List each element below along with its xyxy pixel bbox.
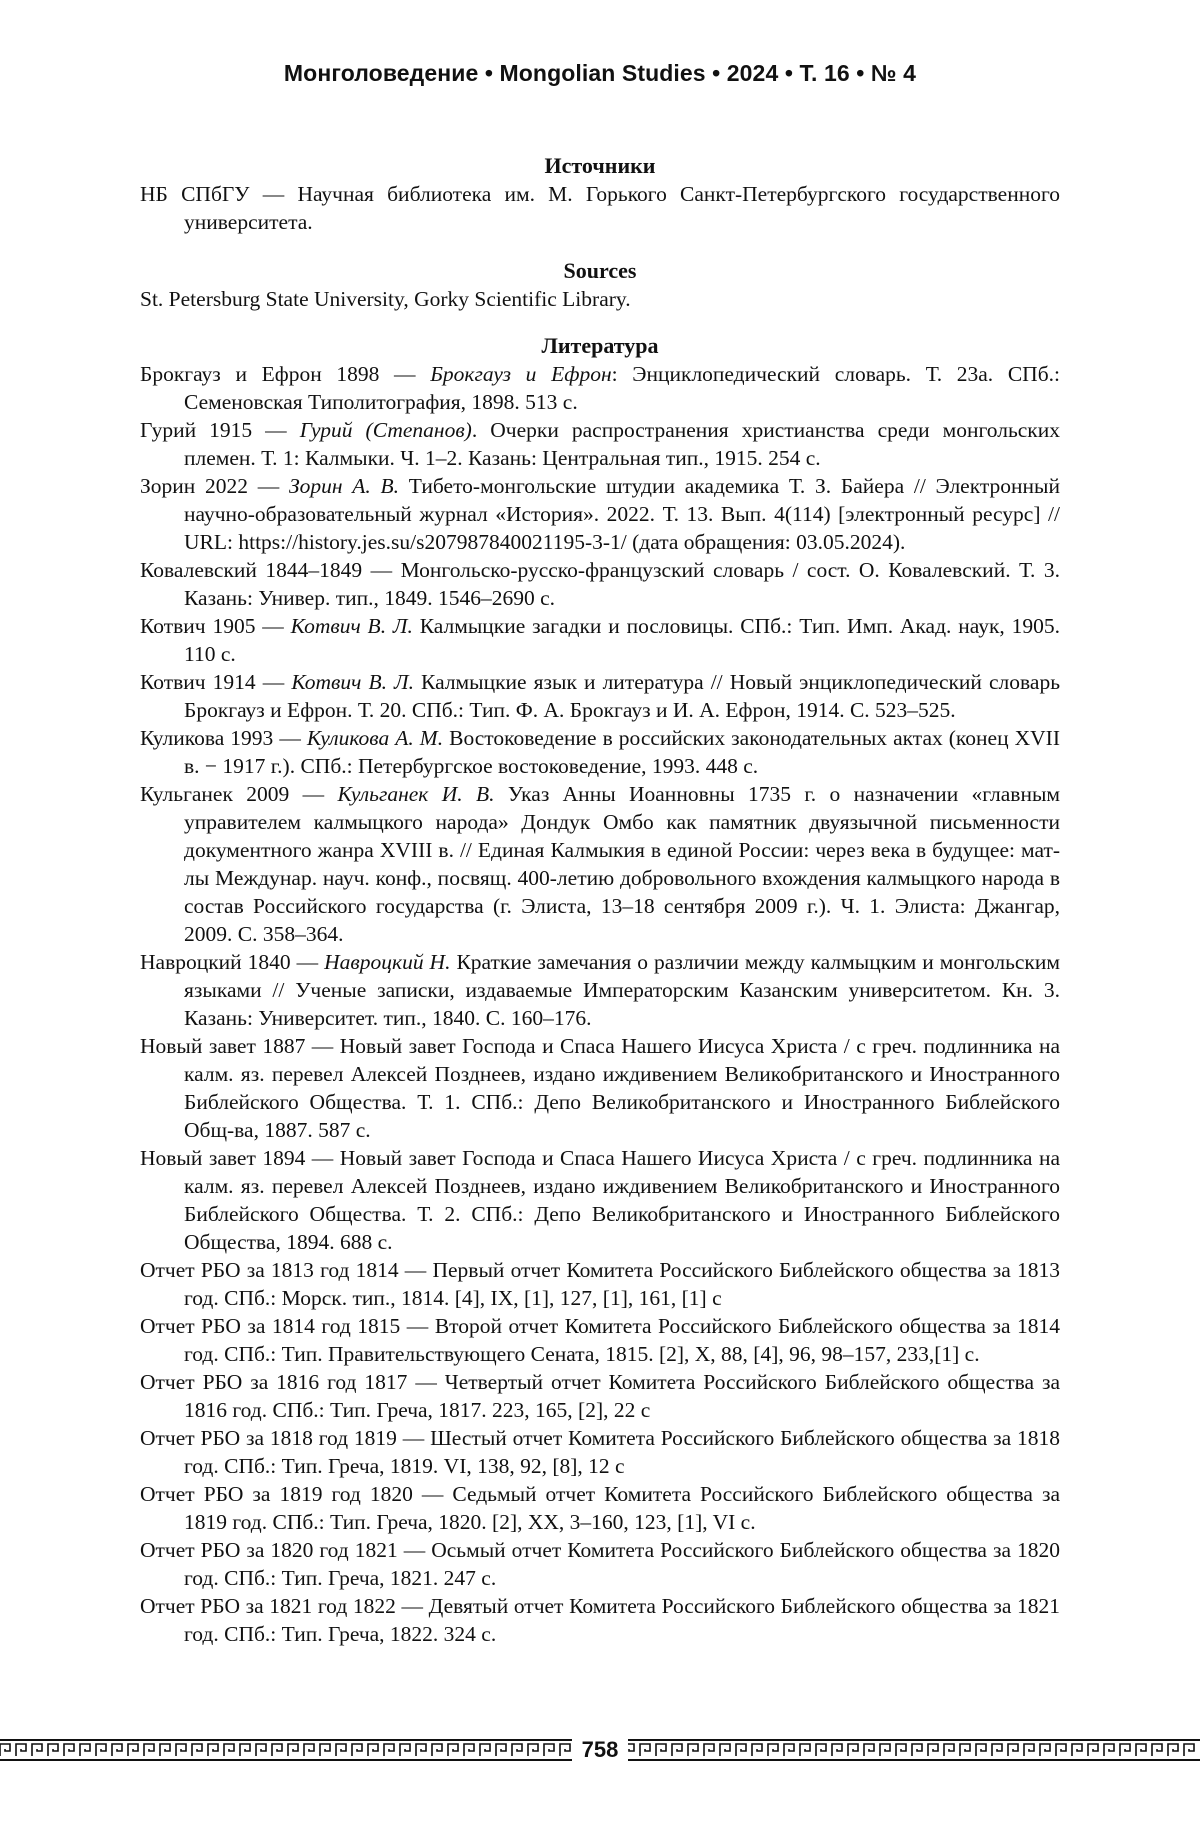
entry-text: : Энциклопедический словарь. Т. 23а. СПб.: Семеновская Типолитография, 1898. 513 с. <box>184 362 1060 414</box>
literature-entry <box>140 612 1060 668</box>
entry-text: Востоковедение в российских законодательных актах (конец XVII в. − 1917 г.). СПб.: Петербургское востоковедение, 1993. 448 с. <box>184 726 1060 778</box>
literature-entry <box>140 1368 1060 1424</box>
page-number <box>0 1737 1200 1763</box>
entry-key: Ковалевский 1844–1849 — <box>140 558 401 582</box>
literature-entry <box>140 780 1060 948</box>
entry-author: Навроцкий Н. <box>324 950 451 974</box>
literature-entry <box>140 1144 1060 1256</box>
entry-key: Отчет РБО за 1818 год 1819 — <box>140 1426 431 1450</box>
entry-text: Указ Анны Иоанновны 1735 г. о назначении «главным управителем калмыцкого народа» Дондук Омбо как памятник двуязычной письменности документного жанра XVIII в. // Единая Калмыкия в единой России: через века в будущее: мат-лы Междунар. науч. конф., посвящ. 400-летию добровольного вхождения калмыцкого народа в состав Российского государства (г. Элиста, 13–18 сентября 2009 г.). Ч. 1. Элиста: Джангар, 2009. С. 358–364. <box>184 782 1061 946</box>
entry-key: Куликова 1993 — <box>140 726 307 750</box>
sources-ru-section <box>140 152 1060 236</box>
sources-ru-entry: НБ СПбГУ — Научная библиотека им. М. Горького Санкт-Петербургского государственного университета. <box>140 182 1060 234</box>
entry-author: Кульганек И. В. <box>337 782 495 806</box>
entry-key: Котвич 1914 — <box>140 670 292 694</box>
entry-text: Девятый отчет Комитета Российского Библейского общества за 1821 год. СПб.: Тип. Греча, 1822. 324 с. <box>184 1594 1060 1646</box>
literature-entry <box>140 416 1060 472</box>
running-head: Монголоведение • Mongolian Studies • 2024 • Т. 16 • № 4 <box>283 60 917 86</box>
entry-text: Монгольско-русско-французский словарь / сост. О. Ковалевский. Т. 3. Казань: Универ. тип., 1849. 1546–2690 с. <box>184 558 1060 610</box>
entry-author: Зорин А. В. <box>288 474 400 498</box>
entry-author: Гурий (Степанов) <box>299 418 472 442</box>
entry-author: Куликова А. М. <box>306 726 444 750</box>
entry-author: Котвич В. Л. <box>291 670 414 694</box>
entry-key: Отчет РБО за 1816 год 1817 — <box>140 1370 445 1394</box>
literature-entry <box>140 1592 1060 1648</box>
entry-text: Новый завет Господа и Спаса Нашего Иисуса Христа / с греч. подлинника на калм. яз. перевел Алексей Позднеев, издано иждивением Великобританского и Иностранного Библейского Общества. Т. 1. СПб.: Депо Великобританского и Иностранного Библейского Общ-ва, 1887. 587 с. <box>184 1034 1060 1142</box>
literature-entry <box>140 1256 1060 1312</box>
entry-text: Осьмый отчет Комитета Российского Библейского общества за 1820 год. СПб.: Тип. Греча, 1821. 247 с. <box>184 1538 1060 1590</box>
entry-key: Гурий 1915 — <box>140 418 300 442</box>
entry-text: Новый завет Господа и Спаса Нашего Иисуса Христа / с греч. подлинника на калм. яз. перевел Алексей Позднеев, издано иждивением Великобританского и Иностранного Библейского Общества. Т. 2. СПб.: Депо Великобританского и Иностранного Библейского Общества, 1894. 688 с. <box>184 1146 1060 1254</box>
literature-list <box>140 360 1060 1648</box>
entry-key: Отчет РБО за 1819 год 1820 — <box>140 1482 453 1506</box>
entry-text: Калмыцкие загадки и пословицы. СПб.: Тип. Имп. Акад. наук, 1905. 110 с. <box>184 614 1061 666</box>
literature-entry <box>140 472 1060 556</box>
entry-text: Седьмый отчет Комитета Российского Библейского общества за 1819 год. СПб.: Тип. Греча, 1820. [2], XX, 3–160, 123, [1], VI с. <box>184 1482 1060 1534</box>
sources-ru-title: Источники <box>544 153 656 178</box>
literature-entry <box>140 724 1060 780</box>
entry-key: Зорин 2022 — <box>140 474 289 498</box>
page-footer <box>0 1738 1200 1764</box>
entry-text: Калмыцкие язык и литература // Новый энциклопедический словарь Брокгауз и Ефрон. Т. 20. СПб.: Тип. Ф. А. Брокгауз и И. А. Ефрон, 1914. С. 523–525. <box>184 670 1060 722</box>
sources-en-section <box>140 257 1060 313</box>
entry-key: Котвич 1905 — <box>140 614 291 638</box>
entry-key: Брокгауз и Ефрон 1898 — <box>140 362 431 386</box>
entry-key: Новый завет 1894 — <box>140 1146 340 1170</box>
literature-entry <box>140 668 1060 724</box>
literature-section <box>140 332 1060 1648</box>
literature-entry <box>140 556 1060 612</box>
entry-key: Отчет РБО за 1814 год 1815 — <box>140 1314 435 1338</box>
entry-author: Брокгауз и Ефрон <box>430 362 612 386</box>
entry-text: Четвертый отчет Комитета Российского Библейского общества за 1816 год. СПб.: Тип. Греча, 1817. 223, 165, [2], 22 с <box>184 1370 1060 1422</box>
references-body <box>140 152 1060 1648</box>
literature-title: Литература <box>541 333 659 358</box>
entry-text: Первый отчет Комитета Российского Библейского общества за 1813 год. СПб.: Морск. тип., 1814. [4], IX, [1], 127, [1], 161, [1] с <box>184 1258 1060 1310</box>
literature-entry <box>140 1032 1060 1144</box>
entry-text: Шестый отчет Комитета Российского Библейского общества за 1818 год. СПб.: Тип. Греча, 1819. VI, 138, 92, [8], 12 с <box>184 1426 1060 1478</box>
entry-key: Навроцкий 1840 — <box>140 950 325 974</box>
entry-author: Котвич В. Л. <box>290 614 413 638</box>
entry-text: . Очерки распространения христианства среди монгольских племен. Т. 1: Калмыки. Ч. 1–2. Казань: Центральная тип., 1915. 254 с. <box>184 418 1061 470</box>
literature-entry <box>140 1536 1060 1592</box>
literature-entry <box>140 360 1060 416</box>
entry-key: Отчет РБО за 1821 год 1822 — <box>140 1594 429 1618</box>
entry-text: Тибето-монгольские штудии академика Т. З. Байера // Электронный научно-образовательный журнал «История». 2022. Т. 13. Вып. 4(114) [электронный ресурс] // URL: https://history.jes.su/s207987840021195-3-1/ (дата обращения: 03.05.2024). <box>184 474 1061 554</box>
entry-text: Второй отчет Комитета Российского Библейского общества за 1814 год. СПб.: Тип. Правительствующего Сената, 1815. [2], X, 88, [4], 96, 98–157, 233,[1] с. <box>184 1314 1060 1366</box>
literature-entry <box>140 1424 1060 1480</box>
entry-key: Новый завет 1887 — <box>140 1034 340 1058</box>
entry-key: Отчет РБО за 1813 год 1814 — <box>140 1258 433 1282</box>
sources-en-title: Sources <box>563 258 637 283</box>
page-number-text: 758 <box>572 1737 629 1762</box>
literature-entry <box>140 948 1060 1032</box>
entry-key: Отчет РБО за 1820 год 1821 — <box>140 1538 432 1562</box>
literature-entry <box>140 1312 1060 1368</box>
literature-entry <box>140 1480 1060 1536</box>
sources-en-entry: St. Petersburg State University, Gorky Scientific Library. <box>140 287 631 311</box>
entry-text: Краткие замечания о различии между калмыцким и монгольским языками // Ученые записки, издаваемые Императорским Казанским университетом. Кн. 3. Казань: Университет. тип., 1840. С. 160–176. <box>184 950 1060 1030</box>
entry-key: Кульганек 2009 — <box>140 782 338 806</box>
